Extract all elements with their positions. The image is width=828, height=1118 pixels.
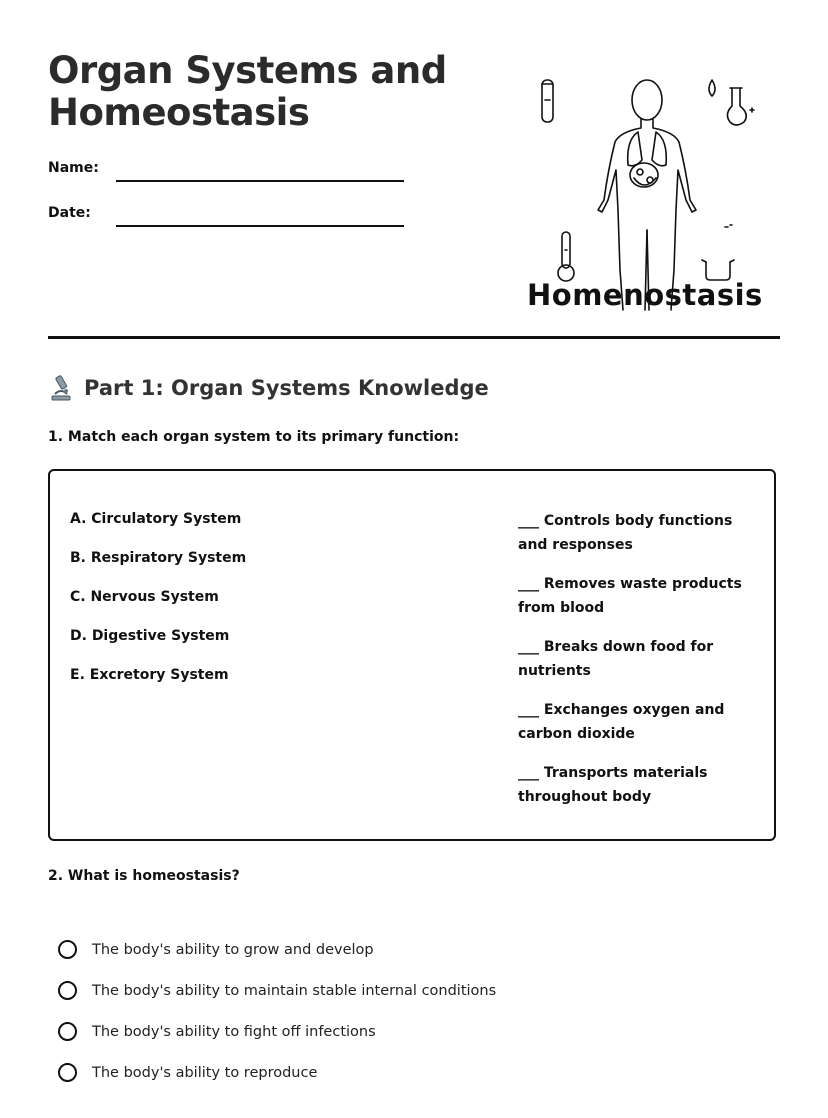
part1-heading-text: Part 1: Organ Systems Knowledge [84,376,489,400]
part1-heading [48,374,489,402]
radio-button[interactable] [58,1022,77,1041]
test-tube-icon [542,80,553,122]
function-item[interactable]: ___ Controls body functions and responses [518,513,733,553]
name-field[interactable] [116,180,404,182]
answer-option[interactable] [58,929,496,970]
radio-button[interactable] [58,940,77,959]
list-item: E. Excretory System [70,667,229,683]
list-item: C. Nervous System [70,589,219,605]
thermometer-icon [558,232,574,281]
function-item[interactable]: ___ Removes waste products from blood [518,576,742,616]
list-item: B. Respiratory System [70,550,247,566]
radio-button[interactable] [58,1063,77,1082]
flask-icon [727,88,754,125]
organ-systems-list [70,509,370,704]
answer-option[interactable] [58,1011,496,1052]
option-label: The body's ability to fight off infections [92,1023,376,1040]
function-item[interactable]: ___ Breaks down food for nutrients [518,639,714,679]
section-divider [48,336,780,339]
answer-option[interactable] [58,970,496,1011]
name-label: Name: [48,160,99,176]
date-label: Date: [48,205,91,221]
question-1-prompt: 1. Match each organ system to its primary function: [48,429,460,445]
worksheet-title [48,50,468,134]
list-item: D. Digestive System [70,628,230,644]
functions-list [518,509,758,824]
body-outline-icon [598,80,696,310]
option-label: The body's ability to maintain stable internal conditions [92,982,497,999]
date-field[interactable] [116,225,404,227]
option-label: The body's ability to grow and develop [92,941,374,958]
droplet-icon [709,80,715,96]
option-label: The body's ability to reproduce [92,1064,318,1081]
answer-option[interactable] [58,1052,496,1093]
title-line-1: Organ Systems and [48,49,447,92]
title-line-2: Homeostasis [48,91,310,134]
hero-caption: Homenostasis [527,278,763,312]
radio-button[interactable] [58,981,77,1000]
function-item[interactable]: ___ Exchanges oxygen and carbon dioxide [518,702,725,742]
question-2-prompt: 2. What is homeostasis? [48,868,240,884]
beaker-icon [702,225,734,280]
list-item: A. Circulatory System [70,511,242,527]
function-item[interactable]: ___ Transports materials throughout body [518,765,708,805]
question-2-options [58,929,496,1093]
matching-box [48,469,776,841]
microscope-icon [48,374,74,402]
